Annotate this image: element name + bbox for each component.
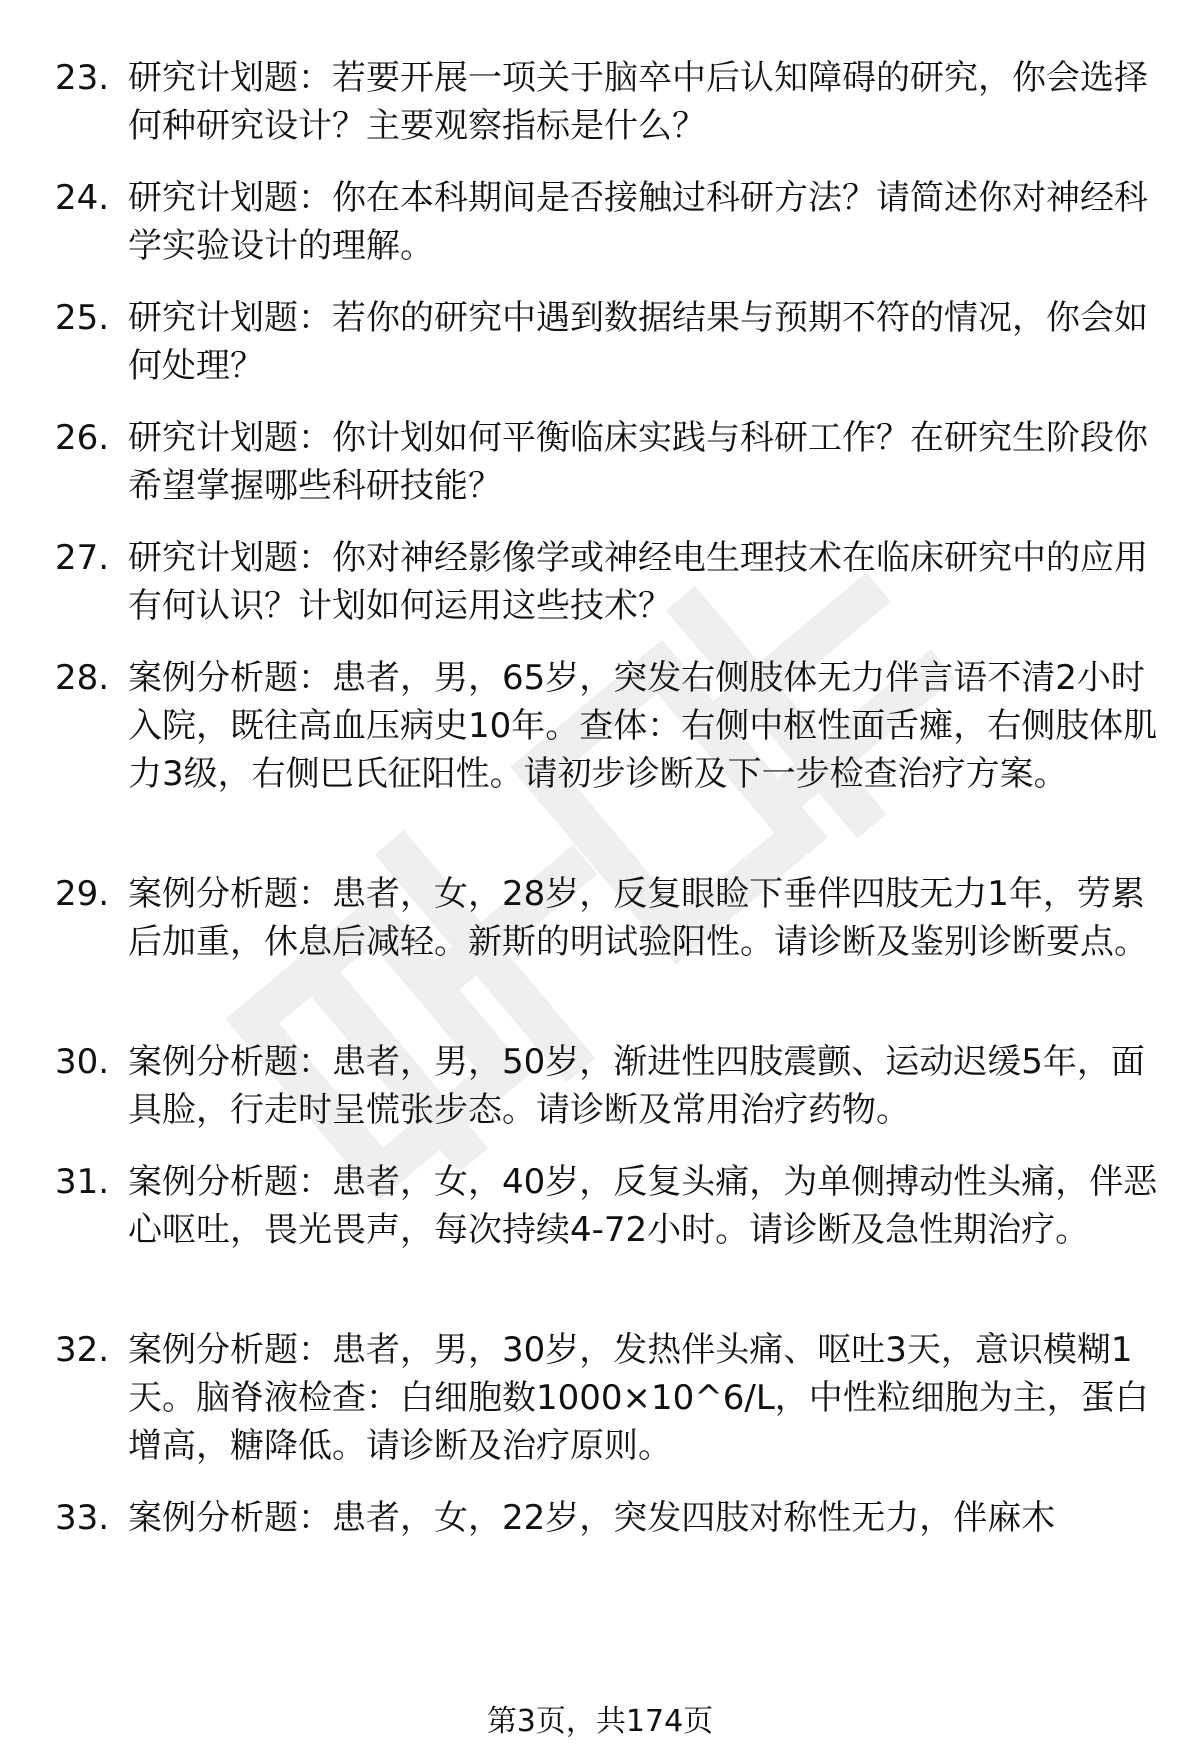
question-text: 研究计划题：你计划如何平衡临床实践与科研工作？在研究生阶段你希望掌握哪些科研技能？: [128, 418, 1148, 506]
question-item: [55, 534, 1165, 630]
question-item: [55, 1158, 1165, 1254]
question-number: 24.: [55, 178, 110, 218]
question-text: 案例分析题：患者，男，50岁，渐进性四肢震颤、运动迟缓5年，面具脸，行走时呈慌张步态。请诊断及常用治疗药物。: [128, 1042, 1145, 1130]
question-number: 28.: [55, 658, 110, 698]
question-number: 25.: [55, 298, 110, 338]
question-item: [55, 1038, 1165, 1134]
question-text: 案例分析题：患者，男，65岁，突发右侧肢体无力伴言语不清2小时入院，既往高血压病史10年。查体：右侧中枢性面舌瘫，右侧肢体肌力3级，右侧巴氏征阳性。请初步诊断及下一步检查治疗方案。: [128, 658, 1158, 794]
question-number: 23.: [55, 58, 110, 98]
question-number: 29.: [55, 874, 110, 914]
question-item: [55, 654, 1165, 798]
question-text: 研究计划题：你在本科期间是否接触过科研方法？请简述你对神经科学实验设计的理解。: [128, 178, 1148, 266]
question-number: 31.: [55, 1162, 110, 1202]
question-text: 案例分析题：患者，男，30岁，发热伴头痛、呕吐3天，意识模糊1天。脑脊液检查：白细胞数1000×10^6/L，中性粒细胞为主，蛋白增高，糖降低。请诊断及治疗原则。: [128, 1330, 1149, 1466]
question-text: 研究计划题：你对神经影像学或神经电生理技术在临床研究中的应用有何认识？计划如何运用这些技术？: [128, 538, 1148, 626]
question-item: [55, 174, 1165, 270]
question-item: [55, 414, 1165, 510]
question-number: 30.: [55, 1042, 110, 1082]
question-item: [55, 1494, 1165, 1542]
question-number: 27.: [55, 538, 110, 578]
question-item: [55, 294, 1165, 390]
question-text: 案例分析题：患者，女，22岁，突发四肢对称性无力，伴麻木: [128, 1498, 1056, 1538]
question-item: [55, 54, 1165, 150]
page-number-footer: 第3页，共174页: [486, 1704, 714, 1739]
question-item: [55, 870, 1165, 966]
question-text: 研究计划题：若要开展一项关于脑卒中后认知障碍的研究，你会选择何种研究设计？主要观察指标是什么？: [128, 58, 1148, 146]
question-item: [55, 1326, 1165, 1470]
question-text: 研究计划题：若你的研究中遇到数据结果与预期不符的情况，你会如何处理？: [128, 298, 1148, 386]
question-text: 案例分析题：患者，女，28岁，反复眼睑下垂伴四肢无力1年，劳累后加重，休息后减轻。新斯的明试验阳性。请诊断及鉴别诊断要点。: [128, 874, 1148, 962]
question-number: 32.: [55, 1330, 110, 1370]
question-text: 案例分析题：患者，女，40岁，反复头痛，为单侧搏动性头痛，伴恶心呕吐，畏光畏声，每次持续4-72小时。请诊断及急性期治疗。: [128, 1162, 1158, 1250]
question-number: 26.: [55, 418, 110, 458]
question-number: 33.: [55, 1498, 110, 1538]
